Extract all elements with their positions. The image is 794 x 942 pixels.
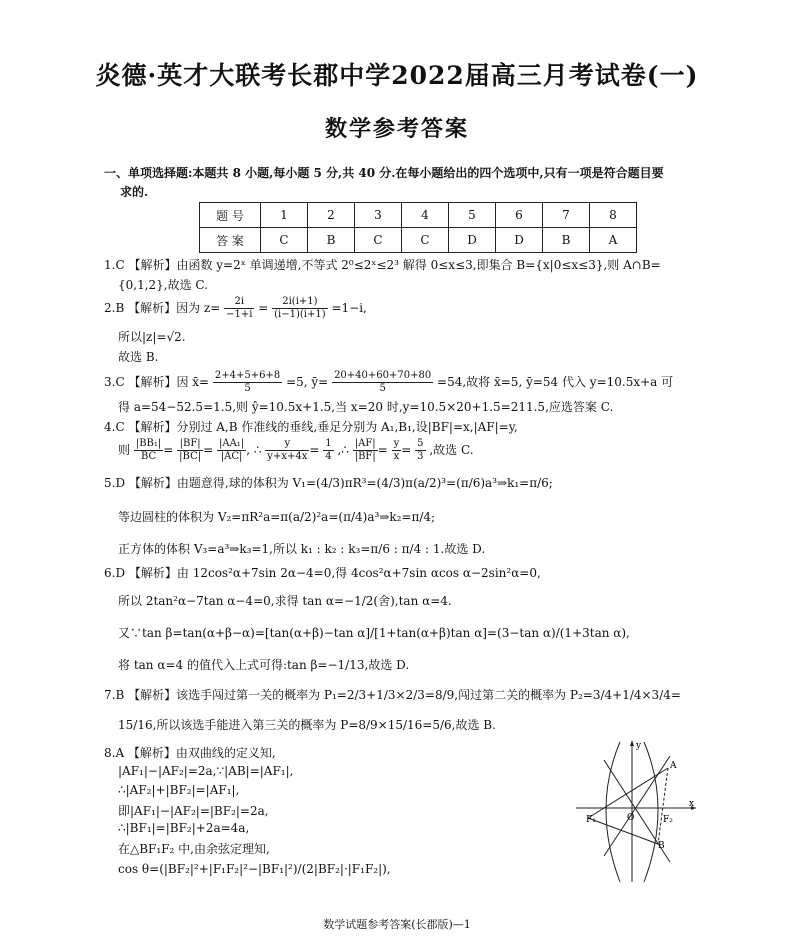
page-title: 炎德·英才大联考长郡中学2022届高三月考试卷(一)	[95, 61, 699, 90]
q7-line2: 15/16,所以该选手能进入第三关的概率为 P=8/9×15/16=5/6,故选 B.	[118, 718, 496, 732]
label-y: y	[636, 741, 642, 751]
q2-line2: 所以|z|=√2.	[118, 330, 186, 344]
table-cell: B	[308, 228, 355, 253]
table-row	[200, 228, 637, 253]
page-subtitle: 数学参考答案	[324, 116, 469, 142]
fraction: $\frac{y}{x}$	[393, 438, 400, 462]
table-cell: C	[261, 228, 308, 253]
segment-f1b	[588, 818, 658, 844]
q6-line2: 所以 2tan²α−7tan α−4=0,求得 tan α=−1/2(舍),tan α=4.	[118, 594, 452, 608]
section-heading: 一、单项选择题:本题共 8 小题,每小题 5 分,共 40 分.在每小题给出的四个选项中,只有一项是符合题目要	[104, 166, 664, 180]
q5-line1: 5.D 【解析】由题意得,球的体积为 V₁=(4/3)πR³=(4/3)π(a/2)³=(π/6)a³⇒k₁=π/6;	[104, 476, 553, 490]
label-f1: F₁	[586, 815, 596, 825]
q6-line3: 又∵tan β=tan(α+β−α)=[tan(α+β)−tan α]/[1+tan(α+β)tan α]=(3−tan α)/(1+3tan α),	[118, 626, 630, 640]
q7-line1: 7.B 【解析】该选手闯过第一关的概率为 P₁=2/3+1/3×2/3=8/9,闯过第二关的概率为 P₂=3/4+1/4×3/4=	[104, 688, 681, 702]
table-cell: B	[543, 228, 590, 253]
fraction: $\frac{\text{|BB₁|}}{BC}$	[135, 438, 162, 462]
table-cell: 6	[496, 203, 543, 228]
table-cell: 2	[308, 203, 355, 228]
table-cell: D	[449, 228, 496, 253]
q8-line3: 即|AF₁|−|AF₂|=|BF₂|=2a,	[118, 804, 269, 818]
answer-table	[199, 202, 637, 253]
label-b: B	[658, 841, 665, 851]
q5-line3: 正方体的体积 V₃=a³⇒k₃=1,所以 k₁ : k₂ : k₃=π/6 : π/4 : 1.故选 D.	[118, 542, 486, 556]
table-cell: C	[402, 228, 449, 253]
table-cell: 7	[543, 203, 590, 228]
q8-line0: 8.A 【解析】由双曲线的定义知,	[104, 746, 276, 760]
segment-f1a	[588, 768, 668, 818]
q2-line1: 2.B 【解析】因为 z= $\frac{2i}{-1+i}$ = $\frac{2i(i+1)}{(i-1)(i+1)}$ =1−i,	[104, 296, 367, 320]
right-branch	[644, 742, 658, 882]
table-cell: C	[355, 228, 402, 253]
label-o: O	[627, 813, 635, 823]
page-footer: 数学试题参考答案(长郡版)—1	[323, 918, 471, 931]
fraction: $\frac{2i(i+1)}{(i-1)(i+1)}$	[274, 296, 326, 320]
label-a: A	[670, 761, 677, 771]
q8-line1: |AF₁|−|AF₂|=2a,∵|AB|=|AF₁|,	[118, 764, 294, 778]
label-f2: F₂	[663, 815, 673, 825]
q6-line4: 将 tan α=4 的值代入上式可得:tan β=−1/13,故选 D.	[118, 658, 410, 672]
q4-line1: 4.C 【解析】分别过 A,B 作准线的垂线,垂足分别为 A₁,B₁,设|BF|=x,|AF|=y,	[104, 420, 518, 434]
q8-line6: cos θ=(|BF₂|²+|F₁F₂|²−|BF₁|²)/(2|BF₂|·|F₁F₂|),	[118, 862, 391, 876]
table-cell: 3	[355, 203, 402, 228]
fraction: $\frac{20+40+60+70+80}{5}$	[334, 370, 432, 394]
table-header-cell: 题 号	[200, 203, 261, 228]
table-cell: 5	[449, 203, 496, 228]
q2-line3: 故选 B.	[118, 350, 159, 364]
hyperbola-figure	[572, 736, 700, 886]
fraction: $\frac{|AF|}{|BF|}$	[354, 438, 376, 462]
q8-line2: ∴|AF₂|+|BF₂|=|AF₁|,	[118, 783, 240, 797]
table-cell: A	[590, 228, 637, 253]
fraction: $\frac{2+4+5+6+8}{5}$	[214, 370, 281, 394]
fraction: $\frac{2i}{-1+i}$	[226, 296, 253, 320]
fraction: $\frac{|BF|}{|BC|}$	[179, 438, 202, 462]
table-cell: 8	[590, 203, 637, 228]
fraction: $\frac{\text{|AA₁|}}{|AC|}$	[218, 438, 245, 462]
q8-line5: 在△BF₁F₂ 中,由余弦定理知,	[118, 842, 270, 856]
y-axis-arrow	[630, 740, 634, 746]
table-cell: 1	[261, 203, 308, 228]
q6-line1: 6.D 【解析】由 12cos²α+7sin 2α−4=0,得 4cos²α+7sin αcos α−2sin²α=0,	[104, 566, 541, 580]
fraction: $\frac{y}{y+x+4x}$	[267, 438, 308, 462]
segment-ab	[658, 768, 668, 844]
fraction: $\frac{5}{3}$	[417, 438, 424, 462]
label-x: x	[689, 799, 695, 809]
q3-line1: 3.C 【解析】因 x̄= $\frac{2+4+5+6+8}{5}$ =5, ȳ= $\frac{20+40+60+70+80}{5}$ =54,故将 x̄=5, ȳ=54 代入 y=10.5x+a 可	[104, 370, 674, 394]
table-cell: D	[496, 228, 543, 253]
section-heading-cont: 求的.	[120, 185, 149, 199]
fraction: $\frac{1}{4}$	[325, 438, 332, 462]
left-branch	[606, 742, 620, 882]
table-header-cell: 答 案	[200, 228, 261, 253]
table-row	[200, 203, 637, 228]
q5-line2: 等边圆柱的体积为 V₂=πR²a=π(a/2)²a=(π/4)a³⇒k₂=π/4;	[118, 510, 436, 524]
table-cell: 4	[402, 203, 449, 228]
q1-line2: {0,1,2},故选 C.	[118, 278, 209, 292]
q8-line4: ∴|BF₁|=|BF₂|+2a=4a,	[118, 821, 250, 835]
q4-line2: 则 $\frac{\text{|BB₁|}}{BC}$ = $\frac{|BF|}{|BC|}$ = $\frac{\text{|AA₁|}}{|AC|}$ , ∴ $\frac{y}{y+x+4x}$ = $\frac{1}{4}$ ,∴ $\frac{|AF|}{|BF|}$ = $\frac{y}{x}$ = $\frac{5}{3}$ ,故选 C.	[118, 438, 474, 462]
q3-line2: 得 a=54−52.5=1.5,则 ŷ=10.5x+1.5,当 x=20 时,y=10.5×20+1.5=211.5,应选答案 C.	[118, 400, 614, 414]
q1-line1: 1.C 【解析】由函数 y=2ˣ 单调递增,不等式 2⁰≤2ˣ≤2³ 解得 0≤x≤3,即集合 B={x|0≤x≤3},则 A∩B=	[104, 258, 661, 272]
